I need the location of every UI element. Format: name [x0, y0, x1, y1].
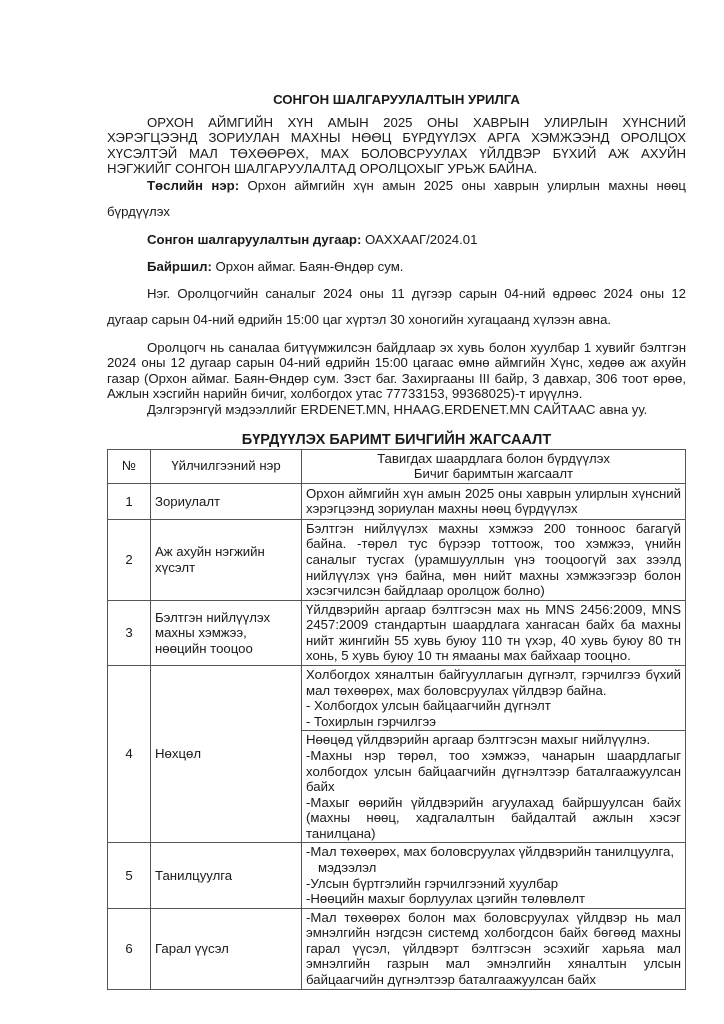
row-requirement: Үйлдвэрийн аргаар бэлтгэсэн мах нь MNS 2456:2009, MNS 2457:2009 стандартын шаардлага хангасан байх ба махны нийт жингийн 55 хувь буюу 110 тн үхэр, 40 хувь буюу 80 тн хонь, 5 хувь буюу 10 тн ямааны мах байхаар тооцно. — [302, 600, 686, 665]
header-number: № — [108, 449, 151, 483]
table-row — [108, 519, 686, 600]
row-number: 2 — [108, 519, 151, 600]
table-row — [108, 666, 686, 731]
row-number: 5 — [108, 843, 151, 908]
intro-paragraph: ОРХОН АЙМГИЙН ХҮН АМЫН 2025 ОНЫ ХАВРЫН УЛИРЛЫН ХҮНСНИЙ ХЭРЭГЦЭЭНД ЗОРИУЛАН МАХНЫ НӨӨЦ БҮРДҮҮЛЭХ АРГА ХЭМЖЭЭНД ОРОЛЦОХ ХҮСЭЛТЭЙ МАЛ ТӨХӨӨРӨХ, МАХ БОЛОВСРУУЛАХ ҮЙЛДВЭР БҮХИЙ АЖ АХУЙН НЭГЖИЙГ СОНГОН ШАЛГАРУУЛАЛТАД ОРОЛЦОХЫГ УРЬЖ БАЙНА. — [107, 114, 686, 177]
row-requirement-part-a — [302, 666, 686, 731]
requirement-line: -Нөөцийн махыг борлуулах цэгийн төлөвлөлт — [306, 891, 586, 907]
project-name-value: Орхон аймгийн хүн амын 2025 оны хаврын улирлын махны нөөц бүрдүүлэх — [107, 177, 686, 220]
submission-paragraph: Оролцогч нь саналаа битүүмжилсэн байдлаар эх хувь болон хуулбар 1 хувийг бэлтгэн 2024 оны 12 дугаар сарын 04-ний өдрийн 15:00 цагаас өмнө аймгийн Хүнс, хөдөө аж ахуйн газар (Орхон аймаг. Баян-Өндөр сум. Зэст баг. Захиргааны III байр, 3 давхар, 306 тоот өрөө, Ажлын хэсгийн нарийн бичиг, холбогдох утас 77733153, 99368025)-т ирүүлнэ. — [107, 339, 686, 402]
table-row — [108, 908, 686, 989]
requirement-line: - Холбогдох улсын байцаагчийн дүгнэлт — [306, 698, 551, 714]
table-row — [108, 843, 686, 908]
row-requirement: Орхон аймгийн хүн амын 2025 оны хаврын улирлын хүнсний хэрэгцээнд зориулан махны нөөц бүрдүүлэх — [302, 483, 686, 519]
requirements-table — [107, 449, 686, 990]
document-list-title: БҮРДҮҮЛЭХ БАРИМТ БИЧГИЙН ЖАГСААЛТ — [241, 431, 552, 448]
row-number: 6 — [108, 908, 151, 989]
header-requirements-line1: Тавигдах шаардлага болон бүрдүүлэх — [377, 450, 610, 466]
requirement-line: -Улсын бүртгэлийн гэрчилгээний хуулбар — [306, 875, 559, 891]
row-requirement-part-b — [302, 731, 686, 843]
requirement-line: -Махыг өөрийн үйлдвэрийн агуулахад байршуулсан байх (махны нөөц, хадгалалтын байдалтай ажлын хэсэг танилцана) — [306, 794, 681, 841]
row-service-name: Нөхцөл — [151, 666, 302, 843]
tender-number-label: Сонгон шалгаруулалтын дугаар: — [147, 231, 362, 247]
table-row — [108, 600, 686, 665]
row-number: 1 — [108, 483, 151, 519]
location-value: Орхон аймаг. Баян-Өндөр сум. — [211, 259, 404, 275]
document-page — [107, 92, 686, 990]
requirement-line: Нөөцөд үйлдвэрийн аргаар бэлтгэсэн махыг нийлүүлнэ. — [306, 732, 651, 748]
requirement-line: - Тохирлын гэрчилгээ — [306, 713, 437, 729]
row-requirement: Бэлтгэн нийлүүлэх махны хэмжээ 200 тонноос багагүй байна. -төрөл тус бүрээр тоттоож, тоо хэмжээ, үнийн саналыг тусгах (урамшууллын үнэ тооцоогүй зах зээлд нийлүүлэх үнэ байна, мөн нийт махны хэмжээгээр болон хэсэгчилсэн байдлаар оролцож болно) — [302, 519, 686, 600]
row-service-name: Гарал үүсэл — [151, 908, 302, 989]
period-paragraph: Нэг. Оролцогчийн саналыг 2024 оны 11 дүгээр сарын 04-ний өдрөөс 2024 оны 12 дугаар сарын 04-ний өдрийн 15:00 цаг хүртэл 30 хоногийн хугацаанд хүлээн авна. — [107, 285, 686, 328]
row-number: 3 — [108, 600, 151, 665]
document-title: СОНГОН ШАЛГАРУУЛАЛТЫН УРИЛГА — [273, 92, 520, 107]
header-requirements-line2: Бичиг баримтын жагсаалт — [413, 466, 574, 482]
header-service-name: Үйлчилгээний нэр — [151, 449, 302, 483]
row-service-name: Танилцуулга — [151, 843, 302, 908]
row-requirement: -Мал төхөөрөх болон мах боловсруулах үйлдвэр нь мал эмнэлгийн нэгдсэн системд холбогдсон байх бөгөөд махны гарал үүсэл, үйлдвэрт бэлтгэсэн эсэхийг харьяа мал эмнэлгийн газрын мал эмнэлгийн хяналтын улсын байцаагчийн дүгнэлтээр баталгаажуулсан байх — [302, 908, 686, 989]
more-info-paragraph: Дэлгэрэнгүй мэдээллийг ERDENET.MN, HHAAG.ERDENET.MN САЙТААС авна уу. — [147, 401, 648, 417]
location-paragraph — [107, 259, 686, 275]
requirement-line: мэдээлэл — [318, 859, 377, 875]
row-service-name: Зориулалт — [151, 483, 302, 519]
row-service-name: Бэлтгэн нийлүүлэх махны хэмжээ, нөөцийн тооцоо — [151, 600, 302, 665]
project-name-paragraph — [107, 173, 686, 226]
header-requirements — [302, 449, 686, 483]
tender-number-value: ОАХХААГ/2024.01 — [361, 231, 478, 247]
table-row — [108, 483, 686, 519]
row-number: 4 — [108, 666, 151, 843]
table-header-row — [108, 449, 686, 483]
requirement-line: -Мал төхөөрөх, мах боловсруулах үйлдвэрийн танилцуулга, — [306, 844, 675, 860]
project-name-label: Төслийн нэр: — [147, 177, 240, 193]
requirement-line: -Махны нэр төрөл, тоо хэмжээ, чанарын шаардлагыг холбогдох улсын байцаагчийн дүгнэлтээр баталгаажуулсан байх — [306, 747, 681, 795]
location-label: Байршил: — [147, 259, 212, 275]
tender-number-paragraph — [107, 232, 686, 248]
row-service-name: Аж ахуйн нэгжийн хүсэлт — [151, 519, 302, 600]
requirement-line: Холбогдох хяналтын байгууллагын дүгнэлт, гэрчилгээ бүхий мал төхөөрөх, мах боловсруулах үйлдвэр байна. — [306, 667, 681, 698]
row-requirement — [302, 843, 686, 908]
